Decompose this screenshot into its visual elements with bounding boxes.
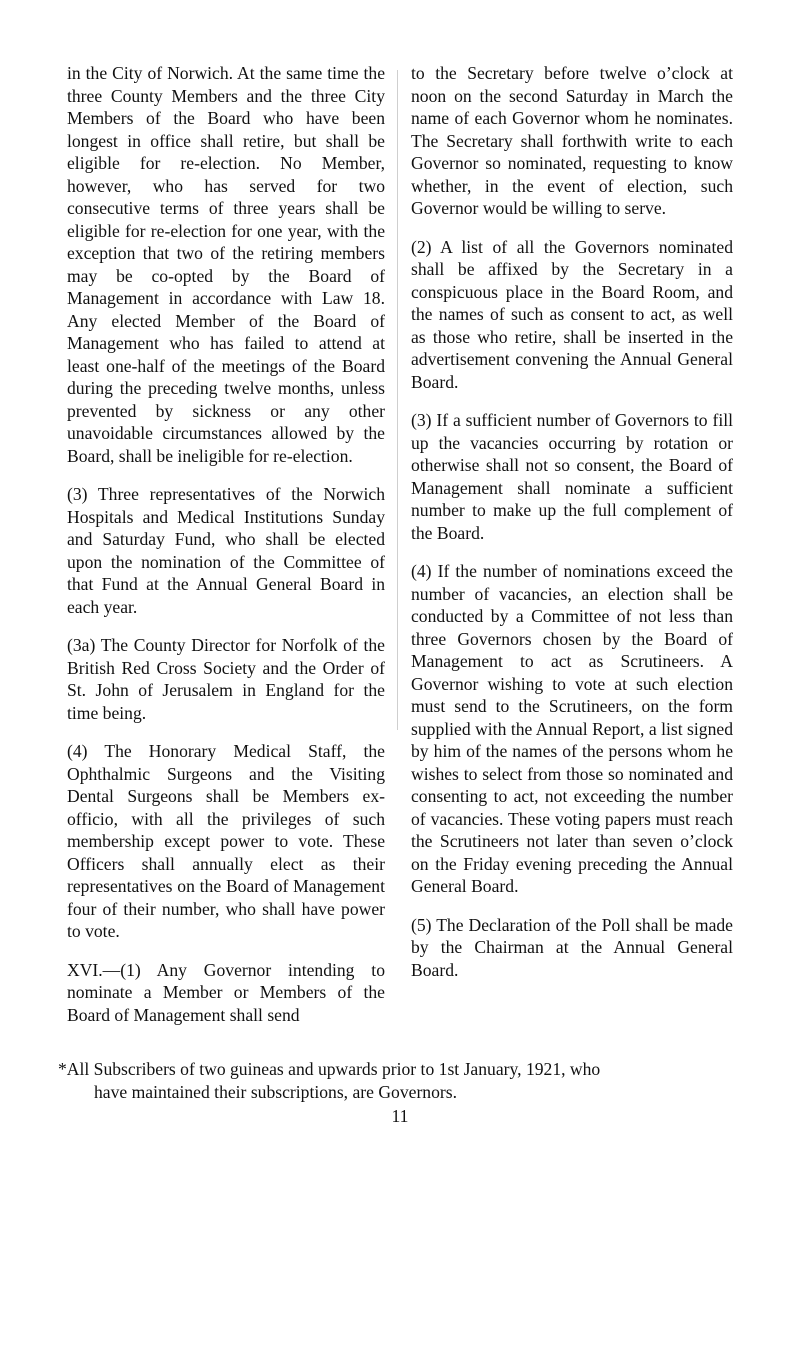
paragraph-xvi-2-list: (2) A list of all the Governors nominated shall be affixed by the Secretary in a conspicuous place in the Board Room, and the names of such as consent to act, as well as those who retire, shall be inserted in the advertisement convening the Annual General Board. [411,236,733,392]
paragraph-xvi-3-vacancies: (3) If a sufficient number of Governors to fill up the vacancies occurring by rotation or otherwise shall not so consent, the Board of Management shall nominate a sufficient number to make up the full complement of the Board. [411,410,733,543]
paragraph-3-sunday-fund: (3) Three representatives of the Norwich Hospitals and Medical Institutions Sunday and Saturday Fund, who shall be elected upon the nomination of the Committee of that Fund at the Annual General Board in each year. [67,484,385,617]
footnote [58,1058,748,1103]
paragraph-3a-red-cross: (3a) The County Director for Norfolk of the British Red Cross Society and the Order of St. John of Jerusalem in England for the time being. [67,635,385,723]
paragraph-xvi-4-election: (4) If the number of nominations exceed the number of vacancies, an election shall be conducted by a Committee of not less than three Governors chosen by the Board of Management to act as Scrutineers. A Governor wishing to vote at such election must send to the Scrutineers, on the form supplied with the Annual Report, a list signed by him of the names of the persons whom he wishes to select from those so nominated and consenting to act, not exceeding the number of vacancies. These voting papers must reach the Scrutineers not later than seven o’clock on the Friday evening preceding the Annual General Board. [411,561,733,896]
footnote-line-2: have maintained their subscriptions, are Governors. [94,1081,458,1102]
right-column [411,62,733,997]
column-divider [397,70,398,730]
paragraph-4-medical-staff: (4) The Honorary Medical Staff, the Ophthalmic Surgeons and the Visiting Dental Surgeons shall be Members ex-officio, with all the privileges of such membership except power to vote. These Officers shall annually elect as their representatives on the Board of Management four of their number, who shall have power to vote. [67,741,385,941]
paragraph-xvi-1-nomination: XVI.—(1) Any Governor intending to nominate a Member or Members of the Board of Management shall send [67,959,385,1025]
page-number: 11 [391,1106,409,1126]
paragraph-xvi-5-poll: (5) The Declaration of the Poll shall be made by the Chairman at the Annual General Board. [411,914,733,980]
left-column [67,62,385,1042]
paragraph-xvi-1-continued: to the Secretary before twelve o’clock at noon on the second Saturday in March the name of each Governor whom he nominates. The Secretary shall forthwith write to each Governor so nominated, requesting to know whether, in the event of election, such Governor would be willing to serve. [411,63,733,218]
paragraph-retirement-clause: in the City of Norwich. At the same time the three County Members and the three City Members of the Board who have been longest in office shall retire, but shall be eligible for re-election. No Member, however, who has served for two consecutive terms of three years shall be eligible for re-election for one year, with the exception that two of the retiring members may be co-opted by the Board of Management in accordance with Law 18. Any elected Member of the Board of Management who has failed to attend at least one-half of the meetings of the Board during the preceding twelve months, unless prevented by sickness or any other unavoidable circumstances allowed by the Board, shall be ineligible for re-election. [67,63,385,466]
footnote-line-1: *All Subscribers of two guineas and upwards prior to 1st January, 1921, who [58,1059,601,1079]
